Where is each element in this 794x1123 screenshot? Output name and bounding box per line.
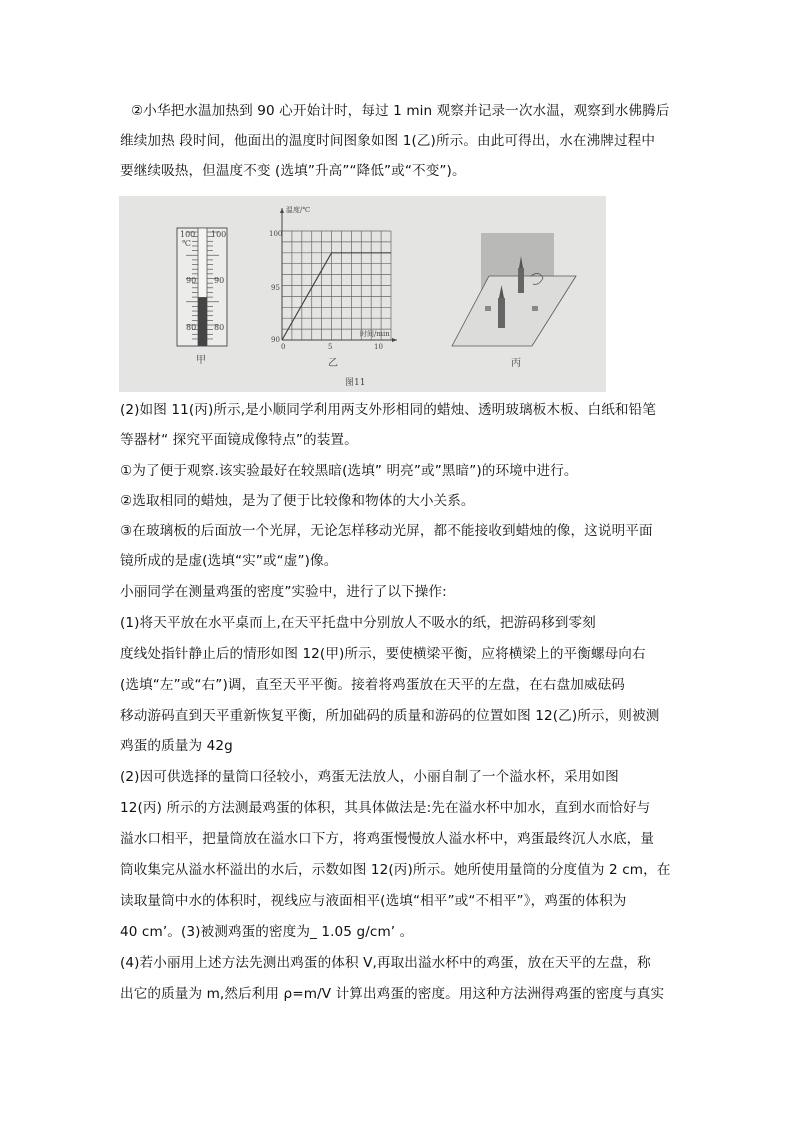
thermo-tick-80-right: 80 xyxy=(214,323,225,332)
plane-mirror-setup xyxy=(452,233,576,369)
thermo-tick-80-left: 80 xyxy=(186,323,197,332)
label-jia: 甲 xyxy=(196,355,206,366)
text-line: 小丽同学在测量鸡蛋的密度”实验中，进行了以下操作: xyxy=(120,584,447,600)
x-tick-10: 10 xyxy=(374,343,383,351)
text-line: (2)因可供选择的量筒口径较小，鸡蛋无法放人，小丽自制了一个溢水杯，采用如图 xyxy=(120,769,619,785)
x-tick-5: 5 xyxy=(328,343,333,351)
text-line: 维续加热 段时间，他面出的温度时间图象如图 1(乙)所示。由此可得出，水在沸牌过程中 xyxy=(120,133,656,149)
text-line: ②选取相同的蜡烛，是为了便于比较像和物体的大小关系。 xyxy=(120,493,475,509)
text-line: (1)将天平放在水平桌而上,在天平托盘中分别放人不吸水的纸，把游码移到零刻 xyxy=(120,615,596,631)
white-paper xyxy=(452,276,576,346)
text-line: 等器材“ 探究平面镜成像特点”的装置。 xyxy=(120,432,358,448)
text-line: 镜所成的是虚(选填“实”或“虚”)像。 xyxy=(120,553,338,569)
temperature-time-chart xyxy=(269,205,397,369)
text-line: ③在玻璃板的后面放一个光屏，无论怎样移动光屏，都不能接收到蜡烛的像，这说明平面 xyxy=(120,523,653,539)
thermo-tick-100-left: 100 xyxy=(180,230,196,239)
text-line: 溢水口相平，把量筒放在溢水口下方，将鸡蛋慢慢放人溢水杯中，鸡蛋最终沉人水底，量 xyxy=(120,831,655,847)
text-line: (4)若小丽用上述方法先测出鸡蛋的体积 V,再取出溢水杯中的鸡蛋，放在天平的左盘，称 xyxy=(120,955,651,971)
text-line: 筒收集完从溢水杯溢出的水后，示数如图 12(丙)所示。她所使用量筒的分度值为 2 cm，在 xyxy=(120,862,671,878)
y-tick-90: 90 xyxy=(271,336,280,344)
text-line: 鸡蛋的质量为 42g xyxy=(120,738,233,754)
x-axis-label: 时间/min xyxy=(360,330,390,338)
label-yi: 乙 xyxy=(328,358,338,369)
thermo-tick-90-right: 90 xyxy=(214,276,225,285)
thermo-unit: ℃ xyxy=(182,239,191,248)
figure-caption: 图11 xyxy=(345,378,366,388)
text-line: ①为了便于观察.该实验最好在较黑暗(选填” 明亮”或”黑暗”)的环境中进行。 xyxy=(120,463,578,479)
text-line: 出它的质量为 m,然后利用 ρ=m/V 计算出鸡蛋的密度。用这种方法洲得鸡蛋的密度与真实 xyxy=(120,986,665,1002)
mercury-column xyxy=(198,297,207,346)
thermo-tick-90-left: 90 xyxy=(186,276,197,285)
y-tick-100: 100 xyxy=(269,230,283,238)
label-bing: 丙 xyxy=(511,358,521,369)
text-line: (选填“左”或“右”)调，直至天平平衡。接着将鸡蛋放在天平的左盘，在右盘加威砝码 xyxy=(120,677,625,693)
text-line: 40 cm’。(3)被测鸡蛋的密度为_ 1.05 g/cm’ 。 xyxy=(120,924,414,940)
candle-image xyxy=(518,268,524,293)
thermometer xyxy=(177,228,227,366)
y-tick-95: 95 xyxy=(271,284,280,292)
text-line: 读取量筒中水的体积时，视线应与液面相平(选填“相平”或“不相平”》，鸡蛋的体积为 xyxy=(120,893,627,909)
figure-11-drawing xyxy=(119,196,606,392)
text-line: 移动游码直到天平重新恢复平衡，所加础码的质量和游码的位置如图 12(乙)所示，则被测 xyxy=(120,708,660,724)
x-tick-0: 0 xyxy=(281,343,286,351)
thermo-tick-100-right: 100 xyxy=(211,230,227,239)
figure-11 xyxy=(119,196,606,392)
text-line: 12(丙) 所示的方法测最鸡蛋的体积，其具体做法是:先在溢水杯中加水，直到水而恰好与 xyxy=(120,800,651,816)
text-line: 要继续吸热，但温度不变 (选填”升高”“降低”或“不变”)。 xyxy=(120,163,466,179)
text-line: 度线处指针静止后的情形如图 12(甲)所示，要使横梁平衡，应将横梁上的平衡螺母向右 xyxy=(120,646,646,662)
text-line: ②小华把水温加热到 90 心开始计时，每过 1 min 观察并记录一次水温，观察到水佛腾后 xyxy=(131,103,670,119)
candle xyxy=(498,298,505,328)
y-axis-label: 温度/℃ xyxy=(286,206,311,214)
text-line: (2)如图 11(丙)所示,是小顺同学利用两支外形相同的蜡烛、透明玻璃板木板、白纸和铅笔 xyxy=(120,402,656,418)
